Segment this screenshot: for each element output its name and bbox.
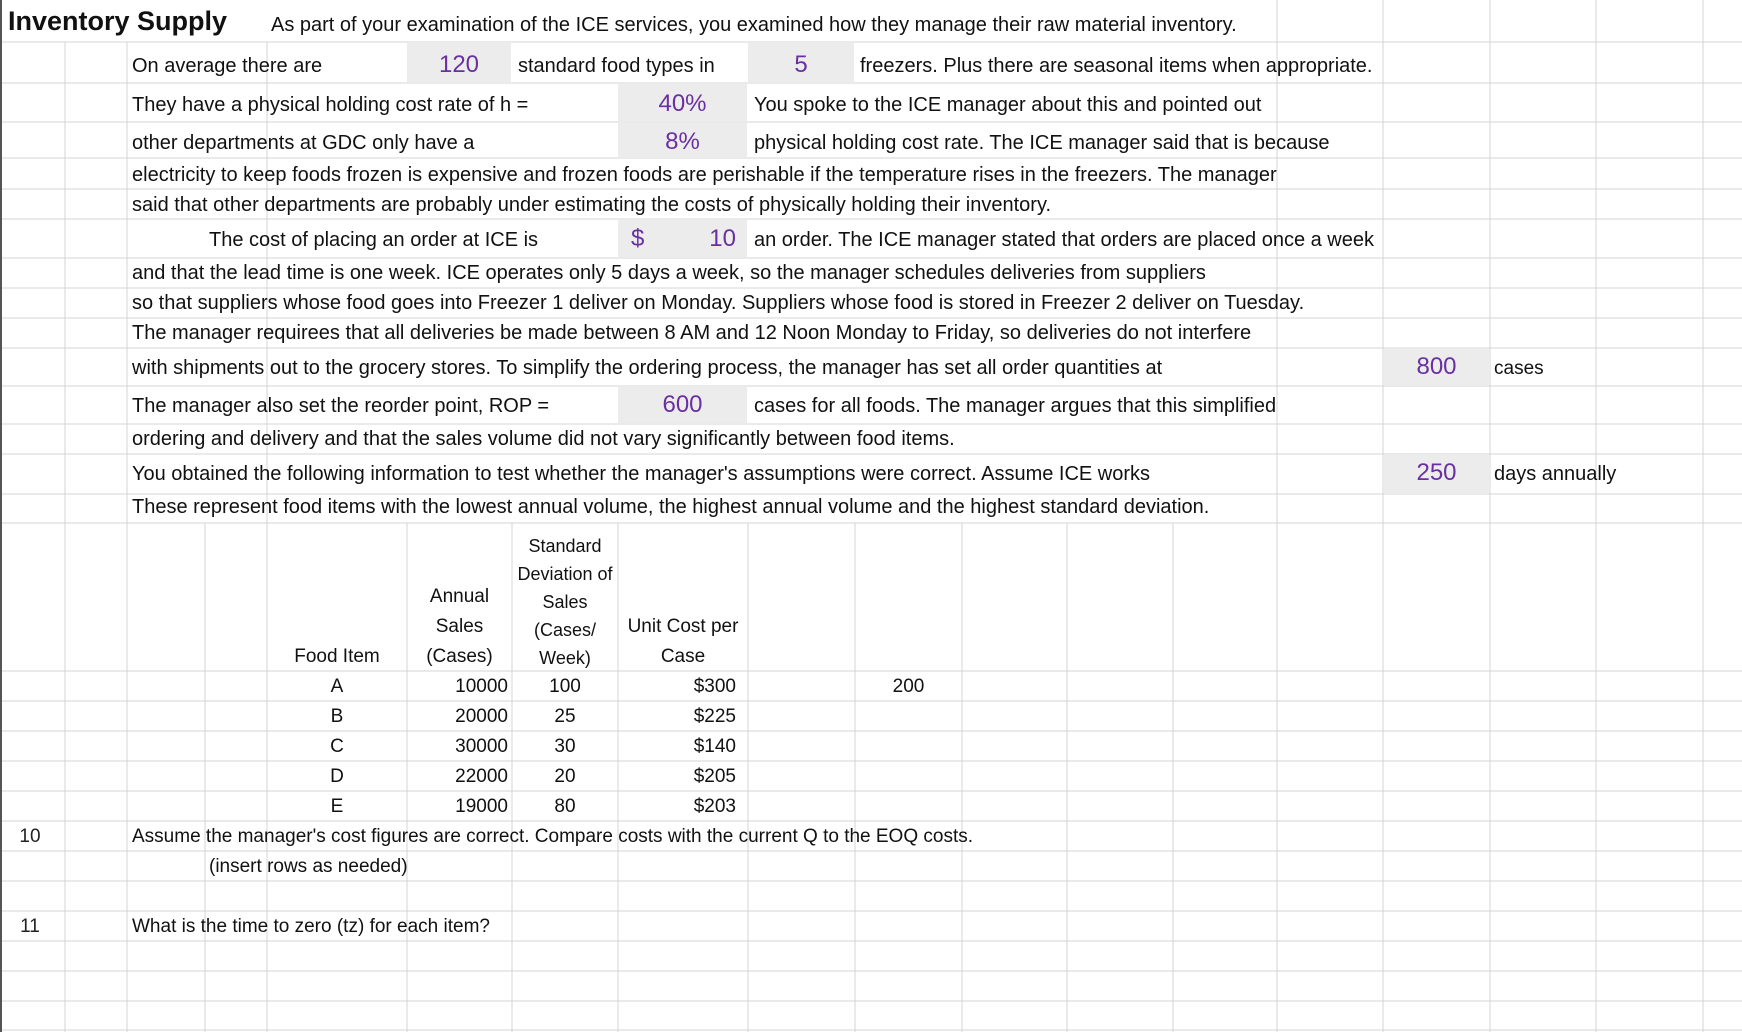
line6-prefix: The cost of placing an order at ICE is [209,229,539,251]
table-cell-cost: $300 [693,676,736,697]
line1-suffix: freezers. Plus there are seasonal items when appropriate. [860,55,1373,77]
header-annual-sales-2: Sales [435,616,484,637]
table-cell-cost: $140 [693,736,736,757]
row-number-10: 10 [19,826,41,847]
header-unit-cost-2: Case [660,646,706,667]
table-cell-sd: 20 [554,766,576,787]
order-qty-unit: cases [1494,358,1544,379]
table-cell-sd: 25 [554,706,576,727]
header-food-item: Food Item [294,646,380,667]
freezers-value[interactable]: 5 [794,51,808,78]
order-qty-value[interactable]: 800 [1416,353,1457,380]
line1-mid: standard food types in [518,55,715,77]
row-number-11: 11 [20,916,40,937]
line7-text: and that the lead time is one week. ICE operates only 5 days a week, so the manager schedules deliveries from suppliers [132,262,1206,284]
table-cell-sales: 30000 [455,736,508,757]
header-unit-cost-1: Unit Cost per [627,616,739,637]
sheet-title: Inventory Supply [8,6,228,36]
line2-suffix: You spoke to the ICE manager about this and pointed out [754,94,1262,116]
currency-symbol: $ [631,225,645,252]
work-days-unit: days annually [1494,463,1617,485]
other-rate-value[interactable]: 8% [665,128,700,155]
order-cost-value[interactable]: 10 [709,225,736,252]
line10-text: with shipments out to the grocery stores. To simplify the ordering process, the manager has set all order quantities at [132,357,1163,379]
header-std-dev-4: (Cases/ [533,620,596,640]
line1-prefix: On average there are [132,55,323,77]
line9-text: The manager requirees that all deliveries be made between 8 AM and 12 Noon Monday to Friday, so deliveries do not interfere [132,322,1252,344]
table-cell-sales: 19000 [455,796,508,817]
table-cell-item: A [330,676,344,697]
food-types-value[interactable]: 120 [438,51,480,78]
table-cell-sd: 100 [549,676,581,697]
header-std-dev-3: Sales [542,592,588,612]
line11-suffix: cases for all foods. The manager argues that this simplified [754,395,1277,417]
question-10-note: (insert rows as needed) [209,856,408,877]
header-std-dev-2: Deviation of [517,564,613,584]
header-std-dev-1: Standard [528,536,602,556]
table-cell-item: E [330,796,344,817]
table-cell-item: B [330,706,344,727]
question-10-text: Assume the manager's cost figures are correct. Compare costs with the current Q to the EOQ costs. [132,826,974,847]
line13-text: You obtained the following information to test whether the manager's assumptions were correct. Assume ICE works [132,463,1151,485]
line6-suffix: an order. The ICE manager stated that orders are placed once a week [754,229,1374,251]
table-cell-cost: $205 [693,766,736,787]
line4-text: electricity to keep foods frozen is expensive and frozen foods are perishable if the temperature rises in the freezers. The manager [132,164,1277,186]
header-std-dev-5: Week) [539,648,591,668]
question-11-text: What is the time to zero (tz) for each item? [132,916,490,937]
line12-text: ordering and delivery and that the sales volume did not vary significantly between food items. [132,428,955,450]
table-cell-item: C [330,736,344,757]
work-days-value[interactable]: 250 [1416,459,1457,486]
line3-suffix: physical holding cost rate. The ICE manager said that is because [754,132,1330,154]
header-annual-sales-3: (Cases) [426,646,493,667]
intro-text: As part of your examination of the ICE services, you examined how they manage their raw material inventory. [271,14,1237,36]
table-cell-item: D [330,766,344,787]
line14-text: These represent food items with the lowest annual volume, the highest annual volume and the highest standard deviation. [132,496,1210,518]
rop-value[interactable]: 600 [662,391,703,418]
extra-value: 200 [892,676,925,697]
holding-rate-value[interactable]: 40% [658,90,707,117]
line8-text: so that suppliers whose food goes into Freezer 1 deliver on Monday. Suppliers whose food is stored in Freezer 2 deliver on Tuesday. [132,292,1305,314]
line11-prefix: The manager also set the reorder point, ROP = [132,395,550,417]
table-cell-sd: 30 [554,736,576,757]
header-annual-sales-1: Annual [429,586,490,607]
line3-prefix: other departments at GDC only have a [132,132,475,154]
table-cell-sales: 20000 [455,706,508,727]
table-cell-cost: $225 [693,706,736,727]
table-cell-sales: 10000 [455,676,508,697]
line5-text: said that other departments are probably under estimating the costs of physically holding their inventory. [132,194,1052,216]
line2-prefix: They have a physical holding cost rate of h = [132,94,529,116]
table-cell-sd: 80 [554,796,576,817]
table-cell-sales: 22000 [455,766,508,787]
table-cell-cost: $203 [693,796,736,817]
